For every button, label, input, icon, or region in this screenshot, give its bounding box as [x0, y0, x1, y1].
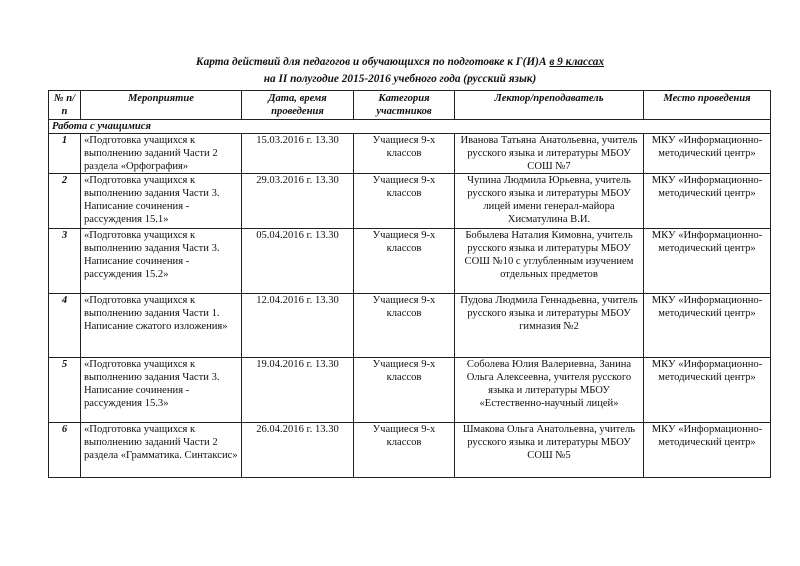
row-lecturer: Пудова Людмила Геннадьевна, учитель русского языка и литературы МБОУ гимназия №2: [455, 294, 644, 358]
row-num: 2: [49, 174, 81, 229]
row-category: Учащиеся 9-х классов: [354, 174, 455, 229]
row-place: МКУ «Информационно-методический центр»: [644, 174, 771, 229]
action-plan-table: [48, 90, 771, 478]
row-place: МКУ «Информационно-методический центр»: [644, 423, 771, 478]
row-event: «Подготовка учащихся к выполнению задания Части 3. Написание сочинения - рассуждения 15.2»: [81, 229, 242, 294]
row-category: Учащиеся 9-х классов: [354, 134, 455, 174]
row-datetime: 29.03.2016 г. 13.30: [242, 174, 354, 229]
table-row: [49, 229, 771, 294]
row-category: Учащиеся 9-х классов: [354, 229, 455, 294]
header-event: Мероприятие: [81, 91, 242, 120]
document-title: [0, 55, 800, 69]
row-category: Учащиеся 9-х классов: [354, 358, 455, 423]
row-lecturer: Чупина Людмила Юрьевна, учитель русского языка и литературы МБОУ лицей имени генерал-майора Хисматулина В.И.: [455, 174, 644, 229]
row-event: «Подготовка учащихся к выполнению задания Части 3. Написание сочинения - рассуждения 15.3»: [81, 358, 242, 423]
row-num: 4: [49, 294, 81, 358]
row-lecturer: Соболева Юлия Валериевна, Занина Ольга Алексеевна, учителя русского языка и литературы МБОУ «Естественно-научный лицей»: [455, 358, 644, 423]
row-event: «Подготовка учащихся к выполнению задания Части 1. Написание сжатого изложения»: [81, 294, 242, 358]
header-num: № п/п: [49, 91, 81, 120]
row-lecturer: Шмакова Ольга Анатольевна, учитель русского языка и литературы МБОУ СОШ №5: [455, 423, 644, 478]
row-num: 6: [49, 423, 81, 478]
row-event: «Подготовка учащихся к выполнению заданий Части 2 раздела «Орфография»: [81, 134, 242, 174]
row-lecturer: Иванова Татьяна Анатольевна, учитель русского языка и литературы МБОУ СОШ №7: [455, 134, 644, 174]
header-datetime: Дата, время проведения: [242, 91, 354, 120]
row-datetime: 12.04.2016 г. 13.30: [242, 294, 354, 358]
table-row: [49, 423, 771, 478]
row-place: МКУ «Информационно-методический центр»: [644, 294, 771, 358]
row-datetime: 15.03.2016 г. 13.30: [242, 134, 354, 174]
row-category: Учащиеся 9-х классов: [354, 423, 455, 478]
row-num: 3: [49, 229, 81, 294]
row-num: 5: [49, 358, 81, 423]
row-place: МКУ «Информационно-методический центр»: [644, 358, 771, 423]
header-place: Место проведения: [644, 91, 771, 120]
header-lecturer: Лектор/преподаватель: [455, 91, 644, 120]
table-row: [49, 358, 771, 423]
table-row: [49, 134, 771, 174]
row-event: «Подготовка учащихся к выполнению заданий Части 2 раздела «Грамматика. Синтаксис»: [81, 423, 242, 478]
row-datetime: 19.04.2016 г. 13.30: [242, 358, 354, 423]
row-category: Учащиеся 9-х классов: [354, 294, 455, 358]
table-row: [49, 174, 771, 229]
table-header-row: [49, 91, 771, 120]
title-main: Карта действий для педагогов и обучающихся по подготовке к Г(И)А: [195, 56, 550, 68]
row-event: «Подготовка учащихся к выполнению задания Части 3. Написание сочинения - рассуждения 15.1»: [81, 174, 242, 229]
row-lecturer: Бобылева Наталия Кимовна, учитель русского языка и литературы МБОУ СОШ №10 с углубленным изучением отдельных предметов: [455, 229, 644, 294]
row-place: МКУ «Информационно-методический центр»: [644, 134, 771, 174]
header-category: Категория участников: [354, 91, 455, 120]
row-datetime: 26.04.2016 г. 13.30: [242, 423, 354, 478]
section-row: [49, 120, 771, 134]
row-num: 1: [49, 134, 81, 174]
title-grade: в 9 классах: [549, 56, 605, 68]
row-place: МКУ «Информационно-методический центр»: [644, 229, 771, 294]
section-title: Работа с учащимися: [49, 120, 771, 134]
row-datetime: 05.04.2016 г. 13.30: [242, 229, 354, 294]
document-subtitle: на II полугодие 2015-2016 учебного года (русский язык): [263, 73, 537, 85]
table-row: [49, 294, 771, 358]
